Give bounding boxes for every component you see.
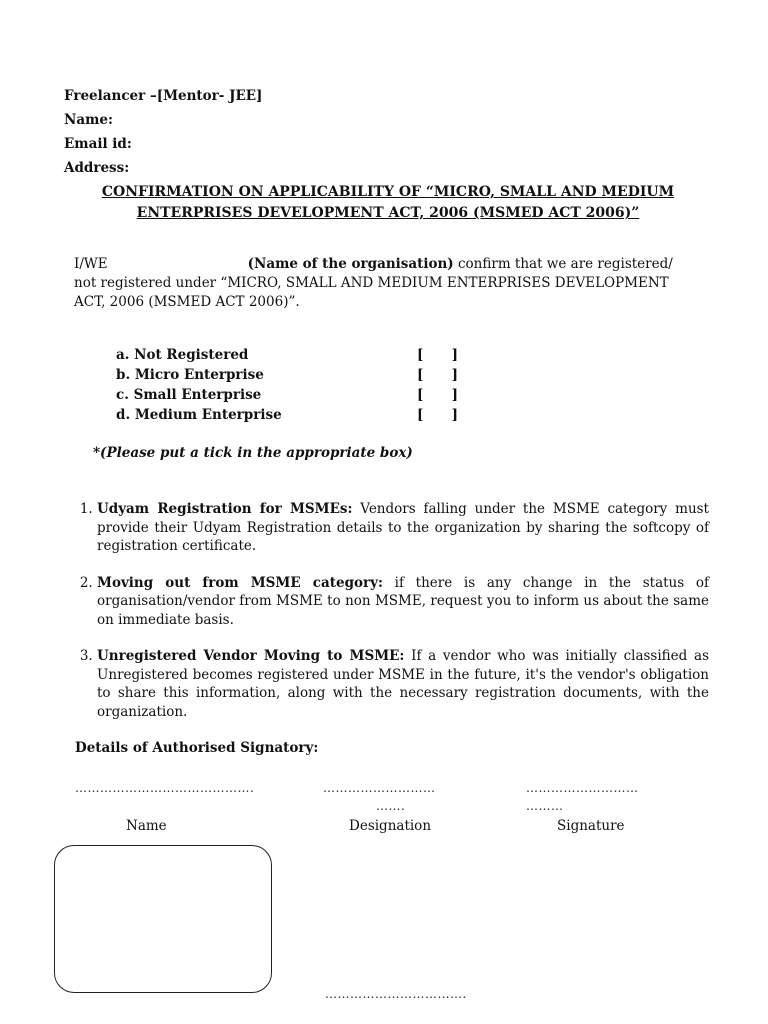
list-item: 3. Unregistered Vendor Moving to MSME: If a vendor who was initially classified as Unregistered becomes registered under MSME in the future, it's the vendor's obligation to share this information, along with the necessary registration documents, with the organization.	[97, 647, 709, 721]
signature-field[interactable]: ………………………	[526, 781, 639, 795]
signature-field-cont: ………	[526, 799, 564, 813]
designation-caption: Designation	[349, 818, 432, 834]
intro-prefix: I/WE	[74, 256, 108, 272]
address-label: Address:	[64, 160, 130, 176]
document-title	[80, 182, 696, 224]
name-field[interactable]: …………………………………….	[75, 781, 255, 795]
bottom-signature-line[interactable]: …………………………….	[325, 987, 467, 1001]
option-micro: b. Micro Enterprise	[116, 367, 264, 383]
name-caption: Name	[126, 818, 167, 834]
designation-field[interactable]: ………………………	[323, 781, 436, 795]
org-name-placeholder: (Name of the organisation)	[247, 256, 454, 272]
conditions-list	[74, 500, 709, 739]
option-not-registered: a. Not Registered	[116, 347, 249, 363]
checkbox-small[interactable]: [ ]	[417, 387, 458, 403]
signatory-title: Details of Authorised Signatory:	[75, 740, 319, 756]
list-item: 2. Moving out from MSME category: if there is any change in the status of organisation/vendor from MSME to non MSME, request you to inform us about the same on immediate basis.	[97, 574, 709, 630]
checkbox-not-registered[interactable]: [ ]	[417, 347, 458, 363]
list-item: 1. Udyam Registration for MSMEs: Vendors falling under the MSME category must provide their Udyam Registration details to the organization by sharing the softcopy of registration certificate.	[97, 500, 709, 556]
intro-paragraph	[74, 255, 686, 312]
title-line-2: ENTERPRISES DEVELOPMENT ACT, 2006 (MSMED ACT 2006)”	[136, 205, 640, 221]
option-medium: d. Medium Enterprise	[116, 407, 282, 423]
stamp-box	[54, 845, 272, 993]
title-line-1: CONFIRMATION ON APPLICABILITY OF “MICRO, SMALL AND MEDIUM	[101, 184, 675, 200]
checkbox-micro[interactable]: [ ]	[417, 367, 458, 383]
checkbox-medium[interactable]: [ ]	[417, 407, 458, 423]
intro-text: confirm that we are registered/ not registered under “MICRO, SMALL AND MEDIUM ENTERPRISES DEVELOPMENT ACT, 2006 (MSMED ACT 2006)”.	[74, 256, 673, 310]
email-label: Email id:	[64, 136, 132, 152]
tick-instruction: *(Please put a tick in the appropriate box)	[93, 445, 413, 461]
role-label: Freelancer –[Mentor- JEE]	[64, 88, 263, 104]
name-label: Name:	[64, 112, 113, 128]
signature-caption: Signature	[557, 818, 625, 834]
designation-field-cont: …….	[376, 799, 406, 813]
option-small: c. Small Enterprise	[116, 387, 262, 403]
